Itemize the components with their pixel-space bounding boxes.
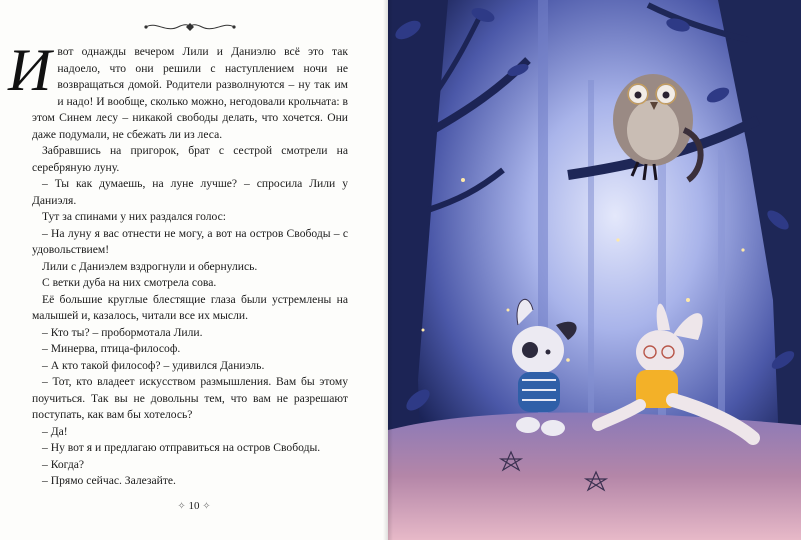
page-number xyxy=(0,500,388,512)
paragraph: Её большие круглые блестящие глаза были устремлены на малышей и, казалось, читали все их мысли. xyxy=(32,292,348,322)
header-ornament xyxy=(140,20,240,34)
drop-cap: И xyxy=(8,37,52,103)
paragraph: – А кто такой философ? – удивился Даниэль. xyxy=(42,358,265,372)
paragraph: Лили с Даниэлем вздрогнули и обернулись. xyxy=(42,259,258,273)
paragraph: С ветки дуба на них смотрела сова. xyxy=(42,276,217,289)
paragraph: – На луну я вас отнести не могу, а вот на остров Свободы – с удовольствием! xyxy=(32,226,348,256)
paragraph: – Ну вот я и предлагаю отправиться на остров Свободы. xyxy=(42,441,321,454)
paragraph: – Прямо сейчас. Залезайте. xyxy=(42,474,176,487)
book-gutter xyxy=(383,0,393,540)
paragraph: Тут за спинами у них раздался голос: xyxy=(42,210,227,223)
page-number-ornament-left: ✧ xyxy=(177,501,186,512)
story-text xyxy=(8,37,348,490)
text-page xyxy=(0,0,388,540)
forest-illustration xyxy=(388,0,801,540)
paragraph xyxy=(8,37,348,143)
paragraph: – Когда? xyxy=(42,457,85,471)
paragraph: – Да! xyxy=(42,424,68,438)
paragraph: – Минерва, птица-философ. xyxy=(42,342,181,355)
paragraph-text: вот однажды вечером Лили и Даниэлю всё это так надоело, что они решили с наступлением ночи не возвращаться домой. Родители разволнуются – ну так им и надо! И вообще, сколько можно, негодовали крольчата: в этом Синем лесу – никакой свободы делать, что хочется. Они даже подумали, не сбежать ли из леса. xyxy=(32,45,348,141)
illustration-page xyxy=(388,0,801,540)
paragraph: – Кто ты? – пробормотала Лили. xyxy=(42,325,203,339)
paragraph: – Ты как думаешь, на луне лучше? – спросила Лили у Даниэля. xyxy=(32,177,348,207)
page-number-ornament-right: ✧ xyxy=(202,501,211,512)
page-number-value: 10 xyxy=(188,500,200,512)
paragraph: – Тот, кто владеет искусством размышления. Вам бы этому поучиться. Так вы не довольны тем, что вам не разрешают поступать, как вам бы хотелось? xyxy=(32,375,348,421)
paragraph: Забравшись на пригорок, брат с сестрой смотрели на серебряную луну. xyxy=(32,144,348,174)
